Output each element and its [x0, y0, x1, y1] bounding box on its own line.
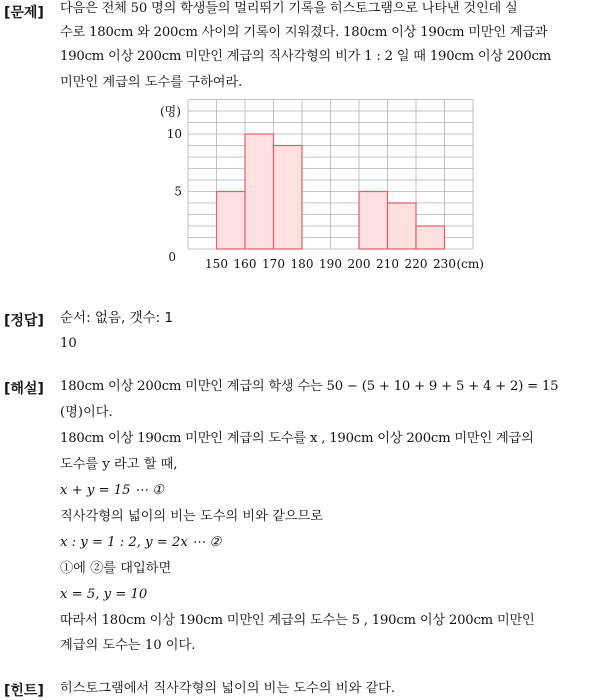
x-tick-label: 170	[262, 257, 285, 271]
answer-line-1: 순서: 없음, 갯수: 1	[60, 310, 174, 326]
histogram-chart	[150, 96, 500, 276]
solution-line-7: x : y = 1 : 2, y = 2x ⋯ ②	[60, 535, 222, 550]
solution-line-5: x + y = 15 ⋯ ①	[60, 483, 164, 498]
solution-line-11: 계급의 도수는 10 이다.	[60, 638, 196, 653]
solution-line-9: x = 5, y = 10	[60, 587, 148, 602]
problem-line-3: 190cm 이상 200cm 미만인 계급의 직사각형의 비가 1 : 2 일 때 190cm 이상 200cm	[60, 49, 551, 64]
histogram-bar	[245, 134, 274, 249]
solution-line-10: 따라서 180cm 이상 190cm 미만인 계급의 도수는 5 , 190cm 이상 200cm 미만인	[60, 613, 535, 628]
x-axis-unit-label: (cm)	[456, 257, 484, 271]
hint-tag: [힌트]	[4, 683, 44, 699]
problem-line-4: 미만인 계급의 도수를 구하여라.	[60, 75, 243, 90]
x-tick-label: 150	[205, 257, 228, 271]
solution-line-6: 직사각형의 넓이의 비는 도수의 비와 같으므로	[60, 509, 324, 524]
x-tick-label: 180	[290, 257, 314, 271]
answer-value: 10	[60, 336, 77, 351]
x-tick-label: 230	[433, 257, 456, 271]
histogram-bar	[359, 192, 388, 250]
y-tick-label: 10	[166, 127, 182, 141]
solution-line-2: (명)이다.	[60, 405, 113, 420]
x-tick-label: 220	[404, 257, 428, 271]
solution-line-1: 180cm 이상 200cm 미만인 계급의 학생 수는 50 − (5 + 10 + 9 + 5 + 4 + 2) = 15	[60, 379, 559, 394]
histogram-bar	[274, 146, 303, 250]
problem-line-1: 다음은 전체 50 명의 학생들의 멀리뛰기 기록을 히스토그램으로 나타낸 것인데 실	[60, 1, 518, 16]
histogram-bar	[217, 192, 246, 250]
y-axis-unit-label: (명)	[160, 104, 181, 119]
y-tick-label: 5	[174, 184, 182, 199]
solution-line-4: 도수를 y 라고 할 때,	[60, 457, 178, 472]
solution-tag: [해설]	[4, 381, 44, 397]
histogram-bar	[416, 226, 445, 249]
histogram-bar	[388, 203, 417, 249]
answer-tag: [정답]	[4, 313, 44, 329]
solution-line-3: 180cm 이상 190cm 미만인 계급의 도수를 x , 190cm 이상 200cm 미만인 계급의	[60, 431, 534, 446]
x-tick-label: 200	[347, 257, 371, 271]
hint-text: 히스토그램에서 직사각형의 넓이의 비는 도수의 비와 같다.	[60, 681, 396, 696]
x-tick-label: 210	[376, 257, 399, 271]
problem-tag: [문제]	[4, 5, 44, 21]
problem-line-2: 수로 180cm 와 200cm 사이의 기록이 지워졌다. 180cm 이상 190cm 미만인 계급과	[60, 25, 548, 40]
x-tick-label: 190	[319, 257, 342, 271]
solution-line-8: ①에 ②를 대입하면	[60, 561, 172, 576]
y-tick-label: 0	[168, 250, 176, 264]
x-tick-label: 160	[233, 257, 257, 271]
